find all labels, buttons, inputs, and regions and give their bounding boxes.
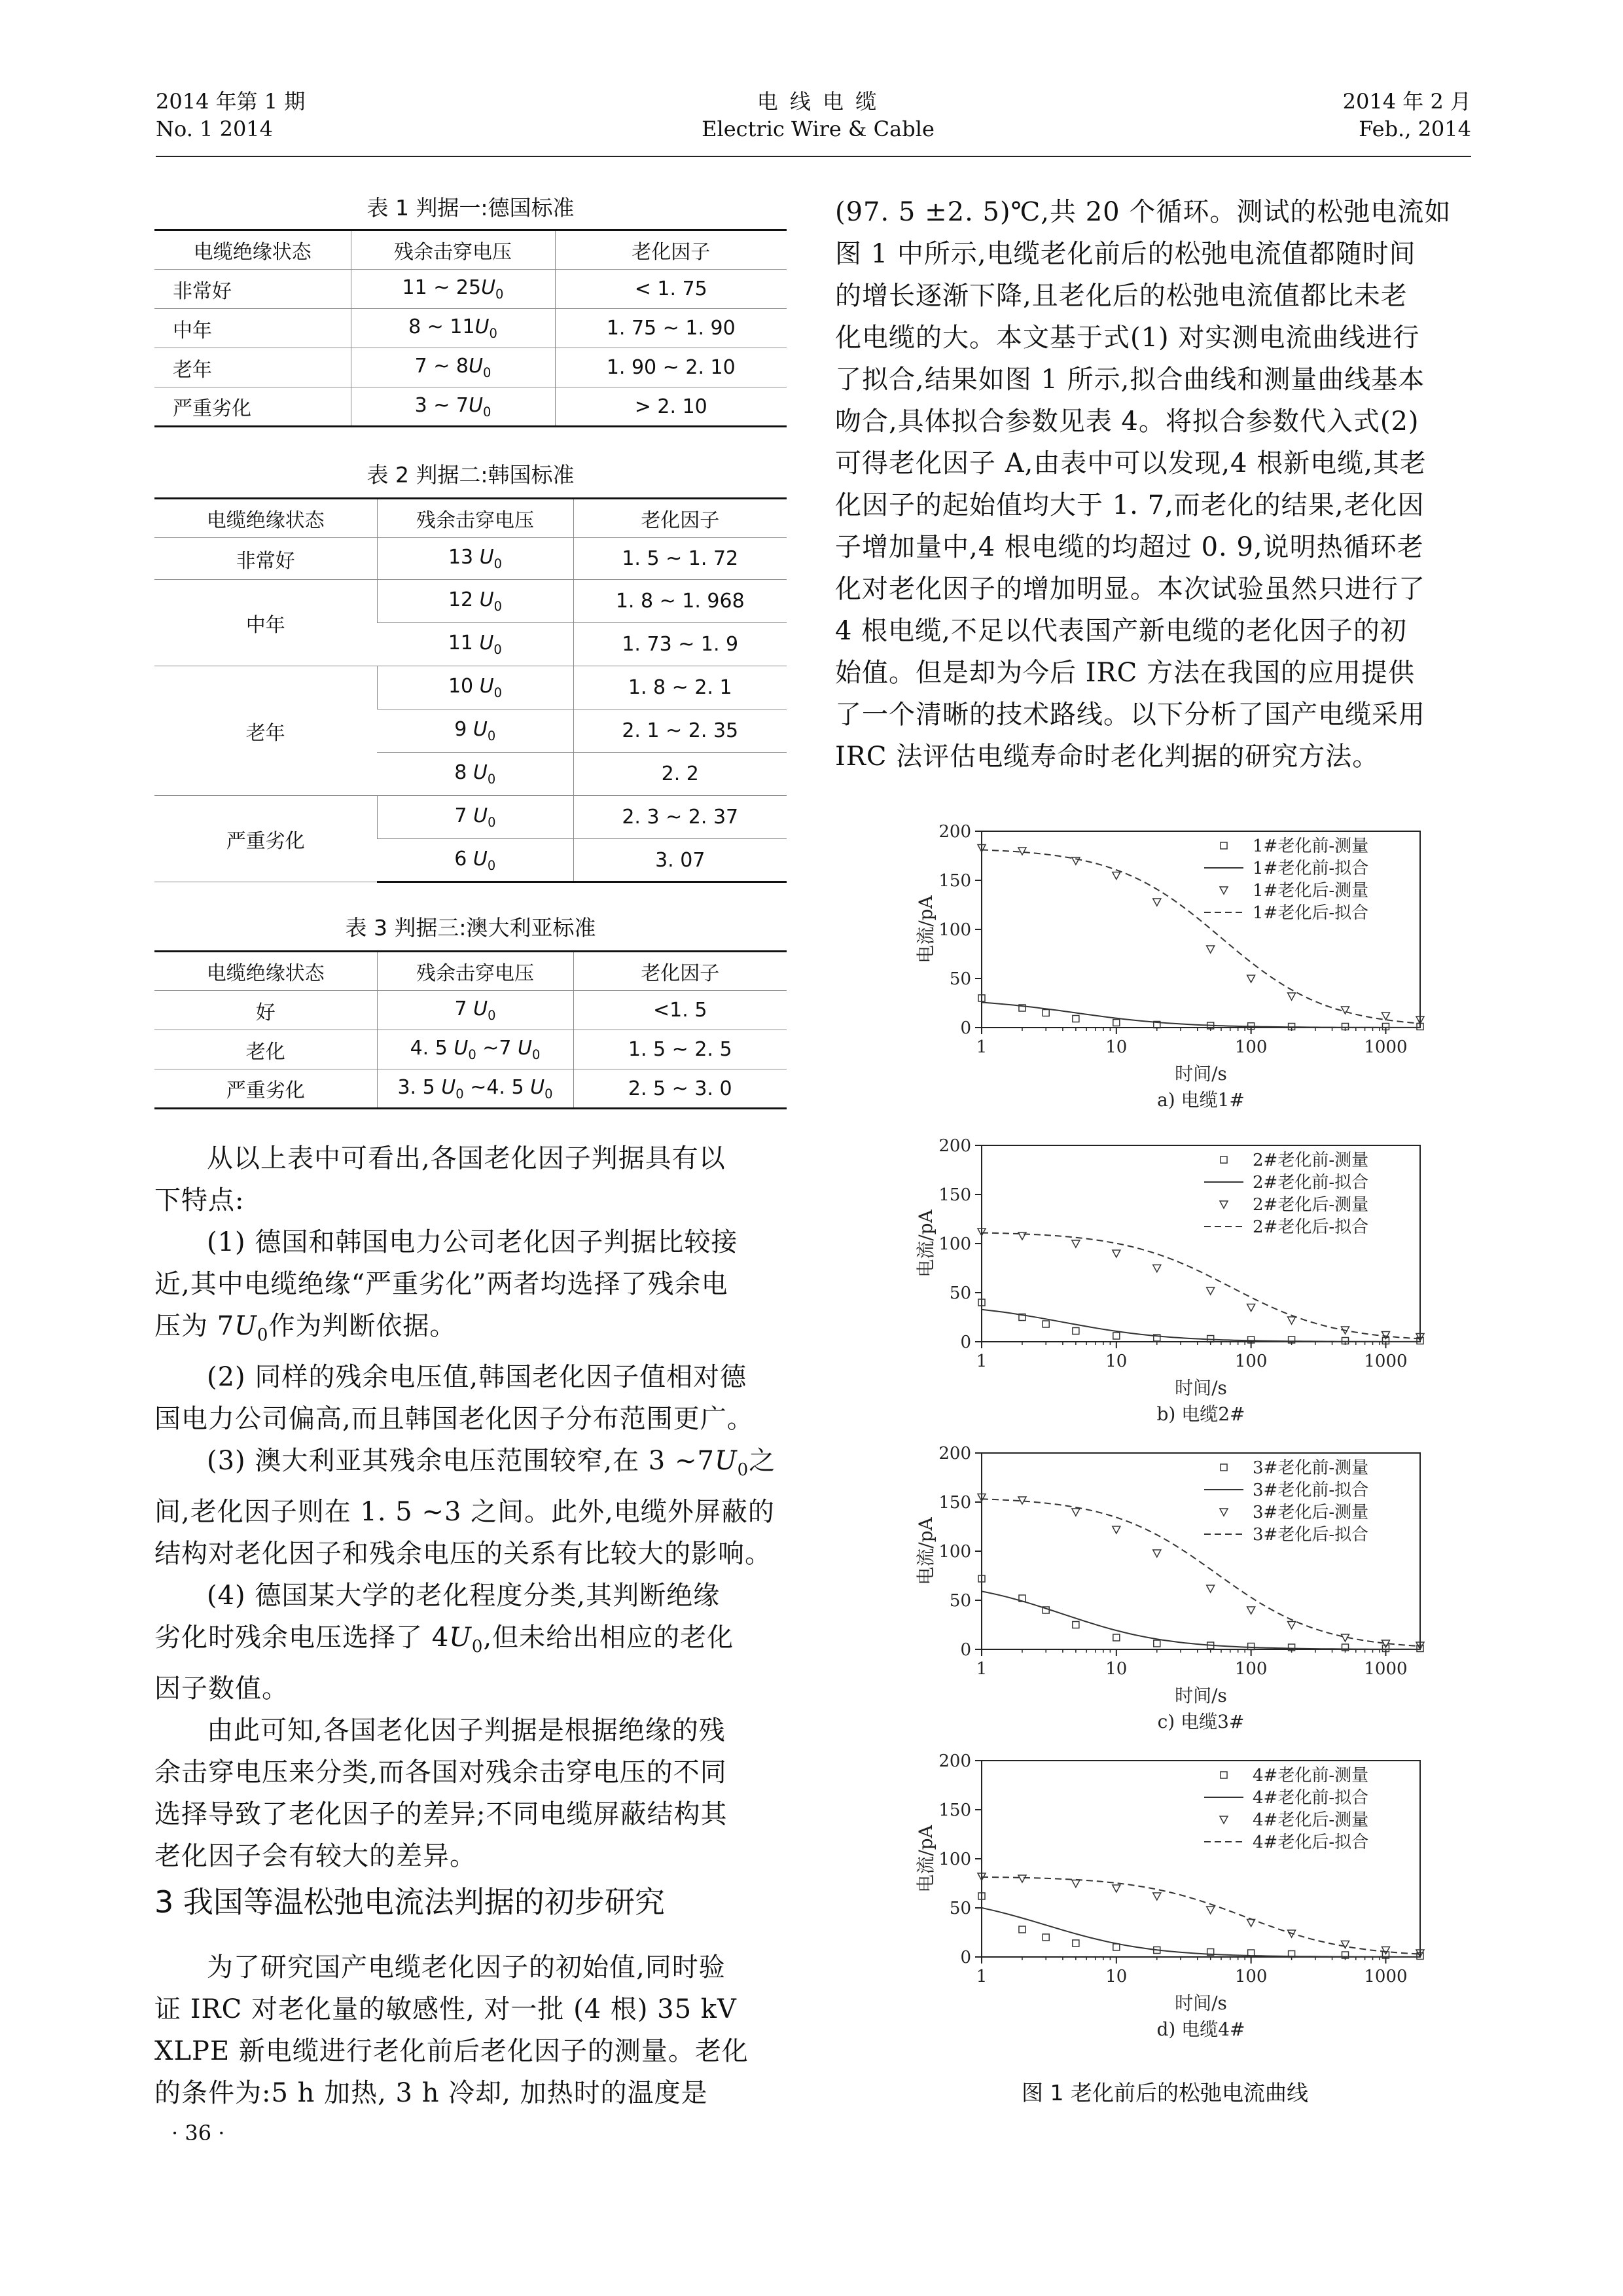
- data-point-square: [1154, 1640, 1160, 1647]
- x-tick-label: 100: [1234, 1352, 1268, 1371]
- legend-label: 3#老化前-拟合: [1253, 1480, 1369, 1500]
- text-line: 4 根电缆,不足以代表国产新电缆的老化因子的初: [835, 616, 1407, 646]
- y-tick-label: 0: [960, 1640, 971, 1660]
- table2-caption: 表 2 判据二:韩国标准: [366, 462, 575, 488]
- table3-header: 老化因子: [573, 952, 787, 991]
- data-point-triangle: [1153, 1265, 1161, 1272]
- text-line: 选择导致了老化因子的差异;不同电缆屏蔽结构其: [154, 1799, 728, 1829]
- chart-cable1: [897, 818, 1433, 1145]
- data-point-triangle: [1207, 1585, 1215, 1592]
- table1-cell: 1. 75 ~ 1. 90: [555, 309, 787, 348]
- text-line: 图 1 中所示,电缆老化前后的松弛电流值都随时间: [835, 239, 1416, 269]
- data-point-triangle: [1382, 1013, 1389, 1020]
- x-tick-label: 1000: [1364, 1967, 1408, 1986]
- legend-label: 1#老化前-测量: [1253, 836, 1369, 856]
- text-line: 了一个清晰的技术路线。以下分析了国产电缆采用: [835, 700, 1425, 730]
- table2-cell: 2. 1 ~ 2. 35: [573, 709, 787, 753]
- table2-cell: 10 $U_0$: [377, 666, 573, 709]
- legend-label: 4#老化前-测量: [1253, 1766, 1369, 1785]
- text-line: 从以上表中可看出,各国老化因子判据具有以: [207, 1143, 726, 1174]
- data-point-triangle: [1018, 848, 1026, 855]
- chart-cable2: [897, 1132, 1433, 1453]
- text-line: 的增长逐渐下降,且老化后的松弛电流值都比未老: [835, 281, 1408, 311]
- chart-svg: [897, 1440, 1433, 1761]
- page-number: · 36 ·: [171, 2121, 225, 2145]
- x-tick-label: 1000: [1364, 1352, 1408, 1371]
- table3-cell: 1. 5 ~ 2. 5: [573, 1030, 787, 1069]
- text-line: 吻合,具体拟合参数见表 4。将拟合参数代入式(2): [835, 406, 1419, 437]
- table1: [154, 229, 787, 427]
- text-line: 的条件为:5 h 加热, 3 h 冷却, 加热时的温度是: [154, 2078, 708, 2108]
- data-point-square: [1113, 1333, 1120, 1339]
- y-tick-label: 50: [949, 1899, 971, 1918]
- text-line: 压为 $7U_0$作为判断依据。: [154, 1311, 457, 1345]
- legend-label: 1#老化后-拟合: [1253, 903, 1369, 923]
- data-point-triangle: [1207, 1287, 1215, 1295]
- x-tick-label: 1000: [1364, 1037, 1408, 1057]
- x-tick-label: 100: [1234, 1037, 1268, 1057]
- text-line: 结构对老化因子和残余电压的关系有比较大的影响。: [154, 1539, 772, 1569]
- legend-label: 3#老化前-测量: [1253, 1458, 1369, 1478]
- table1-cell: 11 ~ $25U_0$: [351, 270, 555, 309]
- y-tick-label: 150: [938, 1801, 971, 1820]
- journal-issue: [156, 88, 305, 143]
- y-tick-label: 50: [949, 969, 971, 989]
- text-line: 为了研究国产电缆老化因子的初始值,同时验: [207, 1952, 726, 1982]
- text-line: 化电缆的大。本文基于式(1) 对实测电流曲线进行: [835, 323, 1420, 353]
- data-point-triangle: [1207, 1907, 1215, 1914]
- left-body-text: [154, 1138, 787, 1877]
- y-tick-label: 200: [938, 1136, 971, 1156]
- y-tick-label: 150: [938, 1185, 971, 1205]
- y-tick-label: 200: [938, 822, 971, 842]
- data-point-square: [1113, 1634, 1120, 1641]
- data-point-triangle: [1113, 1526, 1120, 1534]
- table2-cell: 11 $U_0$: [377, 623, 573, 666]
- text-line: 由此可知,各国老化因子判据是根据绝缘的残: [207, 1715, 726, 1746]
- y-tick-label: 50: [949, 1283, 971, 1303]
- text-line: 余击穿电压来分类,而各国对残余击穿电压的不同: [154, 1757, 727, 1787]
- header-center-line2: Electric Wire & Cable: [702, 117, 935, 141]
- figure-caption: 图 1 老化前后的松弛电流曲线: [1022, 2080, 1308, 2106]
- text-line: 近,其中电缆绝缘“严重劣化”两者均选择了残余电: [154, 1269, 728, 1299]
- table2-state: 中年: [154, 580, 377, 666]
- header-center-line1: 电 线 电 缆: [757, 89, 880, 114]
- journal-date: [1309, 88, 1471, 143]
- table3-cell: 7 $U_0$: [377, 991, 573, 1030]
- table3: [154, 950, 787, 1109]
- legend-marker-triangle: [1220, 1509, 1228, 1516]
- data-point-triangle: [1207, 946, 1215, 953]
- y-tick-label: 100: [938, 1234, 971, 1254]
- table3-cell: 2. 5 ~ 3. 0: [573, 1069, 787, 1109]
- x-axis-label: 时间/s: [1175, 1992, 1227, 2014]
- header-rule: [156, 156, 1471, 157]
- table1-header: 老化因子: [555, 230, 787, 270]
- table1-cell: 老年: [154, 348, 351, 387]
- table2-cell: 13 $U_0$: [377, 538, 573, 580]
- text-line: 化对老化因子的增加明显。本次试验虽然只进行了: [835, 574, 1425, 604]
- y-tick-label: 200: [938, 1751, 971, 1771]
- table1-cell: 7 ~ $8U_0$: [351, 348, 555, 387]
- x-tick-label: 1: [976, 1352, 988, 1371]
- chart-subtitle: a) 电缆1#: [1157, 1089, 1245, 1111]
- table2-cell: 1. 73 ~ 1. 9: [573, 623, 787, 666]
- data-point-square: [1113, 1020, 1120, 1026]
- journal-title: [681, 88, 955, 143]
- legend-label: 3#老化后-测量: [1253, 1503, 1369, 1522]
- x-tick-label: 10: [1105, 1352, 1128, 1371]
- fit-curve: [982, 1233, 1420, 1339]
- header-left-line1: 2014 年第 1 期: [156, 89, 306, 114]
- text-line: 始值。但是却为今后 IRC 方法在我国的应用提供: [835, 658, 1415, 688]
- y-tick-label: 100: [938, 1850, 971, 1869]
- data-point-square: [1073, 1940, 1079, 1946]
- table2-cell: 8 $U_0$: [377, 753, 573, 796]
- legend-marker-triangle: [1220, 1201, 1228, 1208]
- y-axis-label: 电流/pA: [915, 1517, 936, 1585]
- text-line: (3) 澳大利亚其残余电压范围较窄,在 3 $\sim 7U_0$之: [207, 1446, 776, 1480]
- table2-state: 严重劣化: [154, 796, 377, 882]
- data-point-triangle: [1153, 899, 1161, 906]
- legend-marker-square: [1221, 1772, 1227, 1778]
- fit-curve: [982, 1591, 1420, 1649]
- text-line: 可得老化因子 A,由表中可以发现,4 根新电缆,其老: [835, 448, 1427, 478]
- table1-cell: 3 ~ $7U_0$: [351, 387, 555, 427]
- legend-marker-square: [1221, 1157, 1227, 1163]
- text-line: (4) 德国某大学的老化程度分类,其判断绝缘: [207, 1581, 721, 1611]
- x-tick-label: 1: [976, 1037, 988, 1057]
- table3-caption: 表 3 判据三:澳大利亚标准: [345, 915, 596, 941]
- x-tick-label: 1: [976, 1659, 988, 1679]
- data-point-triangle: [1247, 1304, 1255, 1312]
- text-line: IRC 法评估电缆寿命时老化判据的研究方法。: [835, 742, 1380, 772]
- legend-marker-square: [1221, 842, 1227, 849]
- x-axis-label: 时间/s: [1175, 1685, 1227, 1706]
- header-right-line1: 2014 年 2 月: [1342, 89, 1471, 114]
- data-point-triangle: [1153, 1550, 1161, 1557]
- legend-label: 1#老化后-测量: [1253, 881, 1369, 901]
- table3-cell: 4. 5 $U_0$ ~7 $U_0$: [377, 1030, 573, 1069]
- table2-cell: 9 $U_0$: [377, 709, 573, 753]
- table2-cell: 1. 8 ~ 1. 968: [573, 580, 787, 623]
- table2-cell: 1. 5 ~ 1. 72: [573, 538, 787, 580]
- legend-marker-triangle: [1220, 1816, 1228, 1823]
- legend-label: 2#老化后-测量: [1253, 1195, 1369, 1215]
- table2-header: 老化因子: [573, 499, 787, 538]
- text-line: 下特点:: [154, 1185, 245, 1215]
- data-point-square: [1019, 1926, 1026, 1933]
- data-point-square: [1113, 1944, 1120, 1950]
- data-point-triangle: [1113, 1250, 1120, 1257]
- legend-label: 4#老化后-测量: [1253, 1810, 1369, 1830]
- data-point-square: [1043, 1010, 1049, 1016]
- data-point-triangle: [1072, 1240, 1080, 1247]
- table2-cell: 7 $U_0$: [377, 796, 573, 839]
- text-line: 老化因子会有较大的差异。: [154, 1841, 476, 1871]
- table1-caption: 表 1 判据一:德国标准: [366, 195, 575, 221]
- text-line: (1) 德国和韩国电力公司老化因子判据比较接: [207, 1227, 738, 1257]
- chart-cable3: [897, 1440, 1433, 1761]
- chart-subtitle: c) 电缆3#: [1157, 1711, 1245, 1732]
- legend-label: 4#老化后-拟合: [1253, 1833, 1369, 1852]
- x-tick-label: 10: [1105, 1967, 1128, 1986]
- table1-cell: < 1. 75: [555, 270, 787, 309]
- x-tick-label: 100: [1234, 1967, 1268, 1986]
- y-tick-label: 150: [938, 871, 971, 891]
- text-line: (2) 同样的残余电压值,韩国老化因子值相对德: [207, 1362, 747, 1392]
- data-point-triangle: [1072, 1509, 1080, 1516]
- text-line: 证 IRC 对老化量的敏感性, 对一批 (4 根) 35 kV: [154, 1994, 737, 2024]
- table1-cell: > 2. 10: [555, 387, 787, 427]
- y-axis-label: 电流/pA: [915, 1210, 936, 1278]
- x-tick-label: 10: [1105, 1037, 1128, 1057]
- text-line: 国电力公司偏高,而且韩国老化因子分布范围更广。: [154, 1404, 754, 1434]
- table3-header: 电缆绝缘状态: [154, 952, 377, 991]
- data-point-triangle: [1288, 1622, 1296, 1629]
- data-point-square: [1073, 1622, 1079, 1628]
- y-tick-label: 0: [960, 1333, 971, 1352]
- x-axis-label: 时间/s: [1175, 1063, 1227, 1085]
- table3-cell: 严重劣化: [154, 1069, 377, 1109]
- table2-cell: 12 $U_0$: [377, 580, 573, 623]
- data-point-triangle: [1113, 872, 1120, 880]
- table2: [154, 497, 787, 883]
- table1-cell: 非常好: [154, 270, 351, 309]
- table2-state: 非常好: [154, 538, 377, 580]
- data-point-triangle: [1153, 1893, 1161, 1900]
- text-line: 化因子的起始值均大于 1. 7,而老化的结果,老化因: [835, 490, 1425, 520]
- section-title: 3 我国等温松弛电流法判据的初步研究: [154, 1884, 665, 1920]
- fit-curve: [982, 1310, 1420, 1342]
- table2-cell: 2. 3 ~ 2. 37: [573, 796, 787, 839]
- text-line: 间,老化因子则在 1. 5 ~3 之间。此外,电缆外屏蔽的: [154, 1497, 775, 1527]
- table1-header: 电缆绝缘状态: [154, 230, 351, 270]
- table2-cell: 2. 2: [573, 753, 787, 796]
- legend-label: 2#老化前-测量: [1253, 1151, 1369, 1170]
- legend-label: 1#老化前-拟合: [1253, 859, 1369, 878]
- table2-header: 电缆绝缘状态: [154, 499, 377, 538]
- data-point-triangle: [1288, 993, 1296, 1000]
- table3-cell: 3. 5 $U_0$ ~4. 5 $U_0$: [377, 1069, 573, 1109]
- y-tick-label: 50: [949, 1591, 971, 1611]
- table2-header: 残余击穿电压: [377, 499, 573, 538]
- legend-marker-triangle: [1220, 887, 1228, 894]
- data-point-square: [1043, 1934, 1049, 1941]
- y-tick-label: 200: [938, 1444, 971, 1463]
- fit-curve: [982, 1877, 1420, 1954]
- table2-state: 老年: [154, 666, 377, 796]
- text-line: 了拟合,结果如图 1 所示,拟合曲线和测量曲线基本: [835, 365, 1425, 395]
- left-body-text-2: [154, 1946, 787, 2114]
- x-tick-label: 1000: [1364, 1659, 1408, 1679]
- data-point-triangle: [1288, 1317, 1296, 1324]
- table1-cell: 8 ~ $11U_0$: [351, 309, 555, 348]
- chart-svg: [897, 1132, 1433, 1453]
- data-point-triangle: [1382, 1947, 1389, 1954]
- chart-svg: [897, 818, 1433, 1145]
- data-point-square: [1073, 1328, 1079, 1335]
- data-point-triangle: [1247, 1607, 1255, 1614]
- text-line: 因子数值。: [154, 1674, 289, 1704]
- table1-cell: 1. 90 ~ 2. 10: [555, 348, 787, 387]
- fit-curve: [982, 1908, 1420, 1957]
- data-point-triangle: [1072, 1880, 1080, 1888]
- header-right-line2: Feb., 2014: [1359, 117, 1471, 141]
- data-point-triangle: [1113, 1885, 1120, 1892]
- legend-marker-square: [1221, 1464, 1227, 1471]
- x-tick-label: 1: [976, 1967, 988, 1986]
- x-tick-label: 100: [1234, 1659, 1268, 1679]
- data-point-square: [1043, 1321, 1049, 1327]
- data-point-triangle: [1247, 975, 1255, 982]
- table3-header: 残余击穿电压: [377, 952, 573, 991]
- y-tick-label: 150: [938, 1493, 971, 1513]
- y-axis-label: 电流/pA: [915, 895, 936, 963]
- table2-cell: 6 $U_0$: [377, 839, 573, 882]
- text-line: 子增加量中,4 根电缆的均超过 0. 9,说明热循环老: [835, 532, 1424, 562]
- legend-label: 2#老化后-拟合: [1253, 1217, 1369, 1237]
- table3-cell: 老化: [154, 1030, 377, 1069]
- chart-svg: [897, 1748, 1433, 2068]
- y-tick-label: 0: [960, 1018, 971, 1038]
- x-tick-label: 10: [1105, 1659, 1128, 1679]
- table2-cell: 1. 8 ~ 2. 1: [573, 666, 787, 709]
- legend-label: 3#老化后-拟合: [1253, 1525, 1369, 1545]
- y-tick-label: 0: [960, 1948, 971, 1967]
- y-tick-label: 100: [938, 1542, 971, 1562]
- data-point-triangle: [1018, 1875, 1026, 1882]
- table1-cell: 严重劣化: [154, 387, 351, 427]
- data-point-square: [1073, 1016, 1079, 1022]
- y-axis-label: 电流/pA: [915, 1825, 936, 1893]
- chart-subtitle: d) 电缆4#: [1156, 2018, 1245, 2040]
- table3-cell: <1. 5: [573, 991, 787, 1030]
- table3-cell: 好: [154, 991, 377, 1030]
- text-line: 劣化时残余电压选择了 $4U_0$,但未给出相应的老化: [154, 1623, 734, 1657]
- legend-label: 2#老化前-拟合: [1253, 1173, 1369, 1193]
- table1-cell: 中年: [154, 309, 351, 348]
- table2-cell: 3. 07: [573, 839, 787, 882]
- x-axis-label: 时间/s: [1175, 1377, 1227, 1399]
- chart-cable4: [897, 1748, 1433, 2068]
- y-tick-label: 100: [938, 920, 971, 940]
- fit-curve: [982, 1003, 1420, 1028]
- chart-subtitle: b) 电缆2#: [1156, 1403, 1245, 1425]
- data-point-triangle: [1342, 1941, 1349, 1948]
- text-line: (97. 5 ±2. 5)℃,共 20 个循环。测试的松弛电流如: [835, 197, 1452, 227]
- table1-header: 残余击穿电压: [351, 230, 555, 270]
- header-left-line2: No. 1 2014: [156, 117, 274, 141]
- text-line: XLPE 新电缆进行老化前后老化因子的测量。老化: [154, 2036, 749, 2066]
- legend-label: 4#老化前-拟合: [1253, 1788, 1369, 1808]
- right-body-text: [835, 191, 1471, 778]
